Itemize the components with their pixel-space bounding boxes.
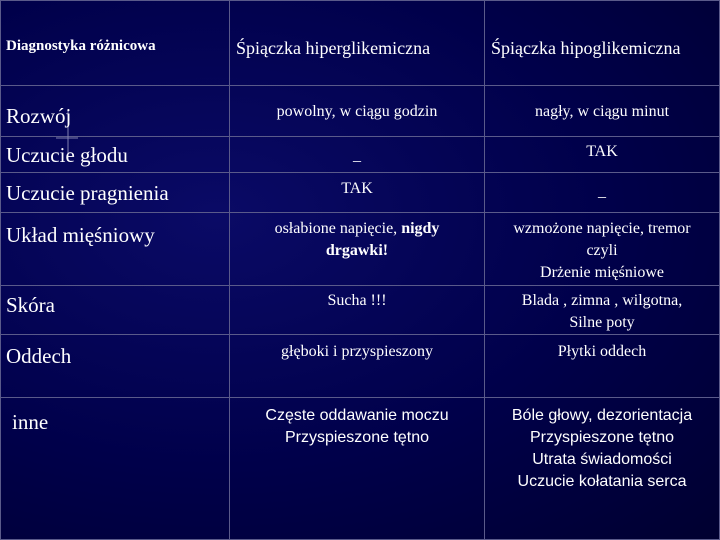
row-label-uklad-miesniowy: Układ mięśniowy — [6, 223, 155, 247]
row-label-uczucie-pragnienia: Uczucie pragnienia — [6, 181, 169, 205]
cell-inne-hypo-line: Przyspieszone tętno — [529, 429, 675, 446]
table-row-divider — [0, 85, 720, 86]
cell-inne-hyper-line: Przyspieszone tętno — [284, 429, 430, 446]
table-row-divider — [0, 172, 720, 173]
table-row-divider — [0, 212, 720, 213]
cell-skora-hypo-line: Blada , zimna , wilgotna, — [521, 292, 683, 309]
cell-miesnie-hypo-line: wzmożone napięcie, tremor — [513, 220, 691, 237]
cell-inne-hyper — [230, 405, 484, 449]
cell-inne-hypo-line: Uczucie kołatania serca — [517, 473, 687, 490]
table-row-divider — [0, 334, 720, 335]
table-row-divider — [0, 397, 720, 398]
header-diagnostyka: Diagnostyka różnicowa — [6, 38, 156, 54]
cell-pragnienie-hypo: _ — [598, 183, 606, 200]
cell-pragnienie-hyper: TAK — [341, 180, 373, 197]
cell-inne-hypo-line: Utrata świadomości — [532, 451, 672, 468]
cell-miesnie-hyper-line1 — [230, 218, 484, 240]
row-label-oddech: Oddech — [6, 344, 72, 368]
row-label-skora: Skóra — [6, 293, 55, 317]
header-hipoglikemiczna: Śpiączka hipoglikemiczna — [491, 38, 681, 58]
row-label-uczucie-glodu: Uczucie głodu — [6, 143, 128, 167]
table-border-left — [0, 0, 1, 540]
table-row-divider — [0, 136, 720, 137]
row-label-inne: inne — [12, 410, 49, 434]
cell-miesnie-hypo-line: czyli — [586, 242, 618, 259]
table-column-divider — [229, 0, 230, 540]
cell-rozwoj-hyper: powolny, w ciągu godzin — [276, 103, 438, 120]
cell-inne-hypo-line: Bóle głowy, dezorientacja — [511, 407, 693, 424]
cell-skora-hyper: Sucha !!! — [327, 292, 387, 309]
cell-glod-hyper: _ — [353, 147, 361, 164]
cell-miesnie-hyper — [230, 218, 484, 262]
cell-miesnie-hypo-line: Drżenie mięśniowe — [540, 264, 664, 281]
cell-miesnie-hypo — [485, 218, 719, 284]
cell-skora-hypo-line: Silne poty — [569, 314, 635, 331]
row-label-rozwoj: Rozwój — [6, 104, 72, 128]
cell-miesnie-hyper-text: osłabione napięcie, — [274, 220, 402, 237]
table-border-top — [0, 0, 720, 1]
cell-skora-hypo — [485, 290, 719, 334]
cell-miesnie-hyper-emphasis: nigdy — [401, 220, 440, 237]
cell-glod-hypo: TAK — [586, 143, 618, 160]
cell-oddech-hypo: Płytki oddech — [557, 343, 647, 360]
cell-miesnie-hyper-line2: drgawki! — [325, 242, 389, 259]
table-row-divider — [0, 285, 720, 286]
header-hiperglikemiczna: Śpiączka hiperglikemiczna — [236, 38, 431, 58]
cell-inne-hyper-line: Częste oddawanie moczu — [265, 407, 449, 424]
cell-inne-hypo — [485, 405, 719, 493]
cell-rozwoj-hypo: nagły, w ciągu minut — [534, 103, 670, 120]
cell-oddech-hyper: głęboki i przyspieszony — [281, 343, 433, 360]
